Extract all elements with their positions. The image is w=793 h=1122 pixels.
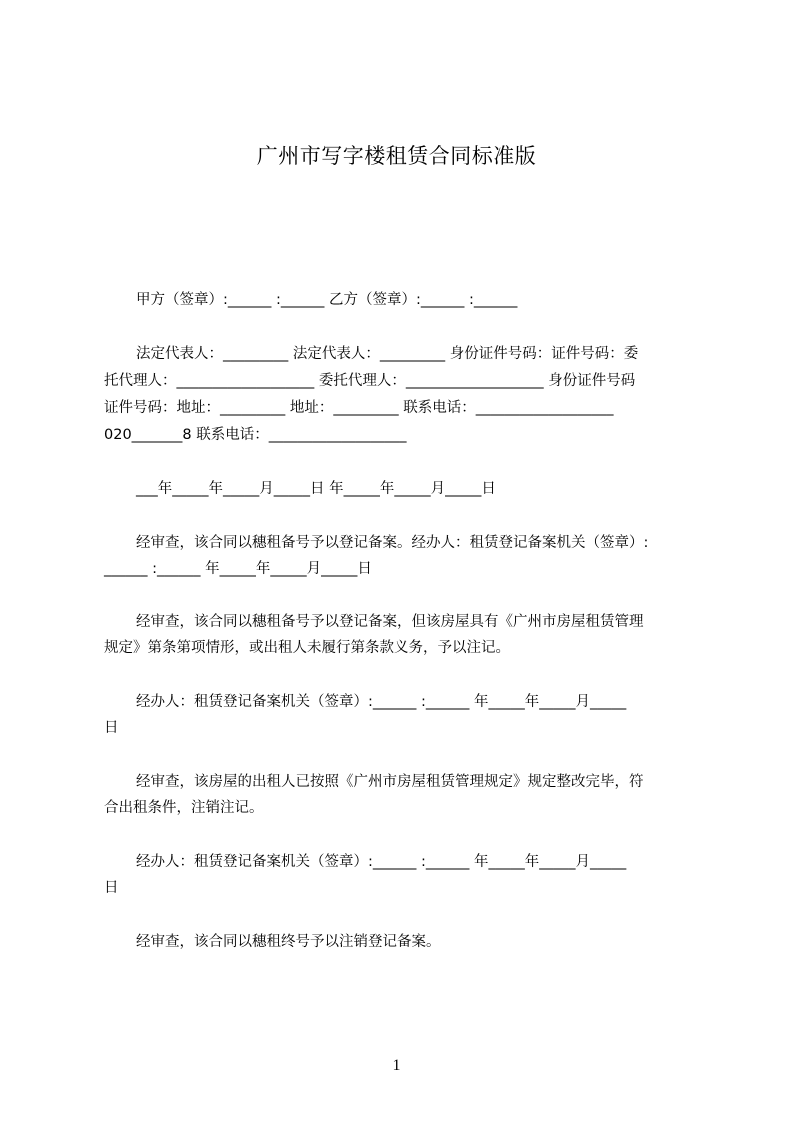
handler-2-line-1: 经办人：租赁登记备案机关（签章）:______ :______ 年_____年_____月_____	[136, 854, 627, 870]
date-line: ___年_____年_____月_____日 年_____年_____月_____日	[136, 481, 496, 497]
review-3-line-2: 合出租条件，注销注记。	[104, 800, 264, 816]
parties-line-3: 证件号码：地址：_________ 地址：_________ 联系电话：___________________	[104, 400, 614, 416]
review-2-line-1: 经审查，该合同以穗租备号予以登记备案，但该房屋具有《广州市房屋租赁管理	[136, 614, 644, 630]
review-1-line-2: ______ :______ 年_____年_____月_____日	[104, 561, 372, 577]
review-3-line-1: 经审查，该房屋的出租人已按照《广州市房屋租赁管理规定》规定整改完毕，符	[136, 774, 644, 790]
review-1-line-1: 经审查，该合同以穗租备号予以登记备案。经办人：租赁登记备案机关（签章）:	[136, 535, 649, 551]
parties-line-2: 托代理人：___________________ 委托代理人：___________________ 身份证件号码	[104, 373, 636, 389]
parties-line-1: 法定代表人：_________ 法定代表人：_________ 身份证件号码：证件号码：委	[136, 346, 639, 362]
review-4-line: 经审查，该合同以穗租终号予以注销登记备案。	[136, 934, 441, 950]
handler-2-line-2: 日	[104, 880, 119, 896]
handler-1-line-2: 日	[104, 720, 119, 736]
document-title: 广州市写字楼租赁合同标准版	[256, 144, 537, 168]
handler-1-line-1: 经办人：租赁登记备案机关（签章）:______ :______ 年_____年_____月_____	[136, 694, 627, 710]
page-number: 1	[392, 1057, 401, 1074]
review-2-line-2: 规定》第条第项情形，或出租人未履行第条款义务，予以注记。	[104, 640, 510, 656]
parties-line-4: 020_______8 联系电话：___________________	[104, 427, 407, 443]
signature-line: 甲方（签章）:______ :______ 乙方（签章）:______ :______	[136, 292, 518, 308]
